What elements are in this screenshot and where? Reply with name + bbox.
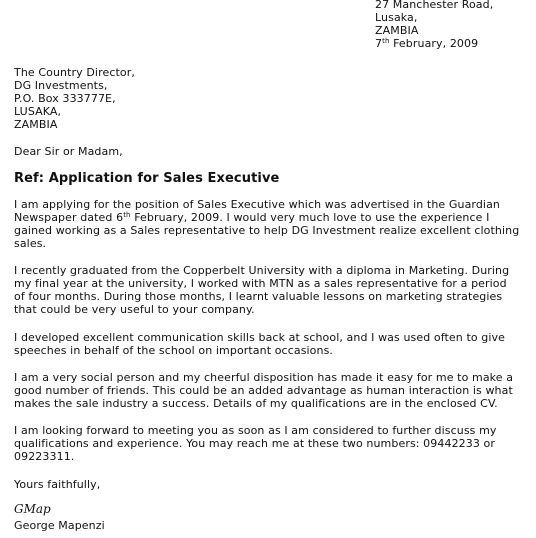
- paragraph-line: good number of friends. This could be an added advantage as human interaction is what: [14, 384, 513, 397]
- paragraph-text: Newspaper dated 6: [14, 211, 124, 224]
- paragraph-line: of four months. During those months, I learnt valuable lessons on marketing strategies: [14, 290, 503, 303]
- sender-city: Lusaka,: [375, 11, 418, 24]
- paragraph-superscript: th: [123, 211, 131, 219]
- date-suffix: th: [382, 37, 390, 45]
- handwritten-signature: GMap: [14, 502, 51, 516]
- paragraph-line: I developed excellent communication skills back at school, and I was used often to give: [14, 331, 506, 344]
- paragraph-line: I recently graduated from the Copperbelt University with a diploma in Marketing. During: [14, 264, 510, 277]
- paragraph-line: speeches in behalf of the school on important occasions.: [14, 344, 334, 357]
- recipient-line-3: P.O. Box 333777E,: [14, 92, 116, 105]
- paragraph-line: that could be very useful to your company.: [14, 303, 255, 316]
- paragraph-line: I am looking forward to meeting you as soon as I am considered to further discuss my: [14, 424, 497, 437]
- recipient-line-5: ZAMBIA: [14, 118, 58, 131]
- paragraph-line: qualifications and experience. You may reach me at these two numbers: 09442233 or: [14, 437, 496, 450]
- paragraph-line: gained working as a Sales representative to help DG Investment realize excellent clothing: [14, 224, 520, 237]
- signer-name: George Mapenzi: [14, 519, 105, 532]
- letter-date: [375, 37, 478, 51]
- salutation: Dear Sir or Madam,: [14, 145, 123, 158]
- paragraph-line: I am applying for the position of Sales Executive which was advertised in the Guardian: [14, 198, 500, 211]
- paragraph-line: sales.: [14, 237, 47, 250]
- sender-country: ZAMBIA: [375, 24, 419, 37]
- recipient-line-2: DG Investments,: [14, 79, 108, 92]
- paragraph-line: makes the sale industry a success. Details of my qualifications are in the enclosed CV.: [14, 397, 498, 410]
- date-rest: February, 2009: [389, 37, 479, 50]
- paragraph-text: February, 2009. I would very much love to use the experience I: [130, 211, 490, 224]
- date-day: 7: [375, 37, 383, 50]
- recipient-line-1: The Country Director,: [14, 66, 135, 79]
- reference-heading: Ref: Application for Sales Executive: [14, 171, 280, 186]
- paragraph-line: I am a very social person and my cheerful disposition has made it easy for me to make a: [14, 371, 514, 384]
- closing: Yours faithfully,: [14, 478, 101, 491]
- recipient-line-4: LUSAKA,: [14, 105, 62, 118]
- paragraph-line: [14, 211, 489, 225]
- paragraph-line: 09223311.: [14, 450, 75, 463]
- sender-street: 27 Manchester Road,: [375, 0, 494, 11]
- paragraph-line: my final year at the university, I worked with MTN as a sales representative for a period: [14, 277, 507, 290]
